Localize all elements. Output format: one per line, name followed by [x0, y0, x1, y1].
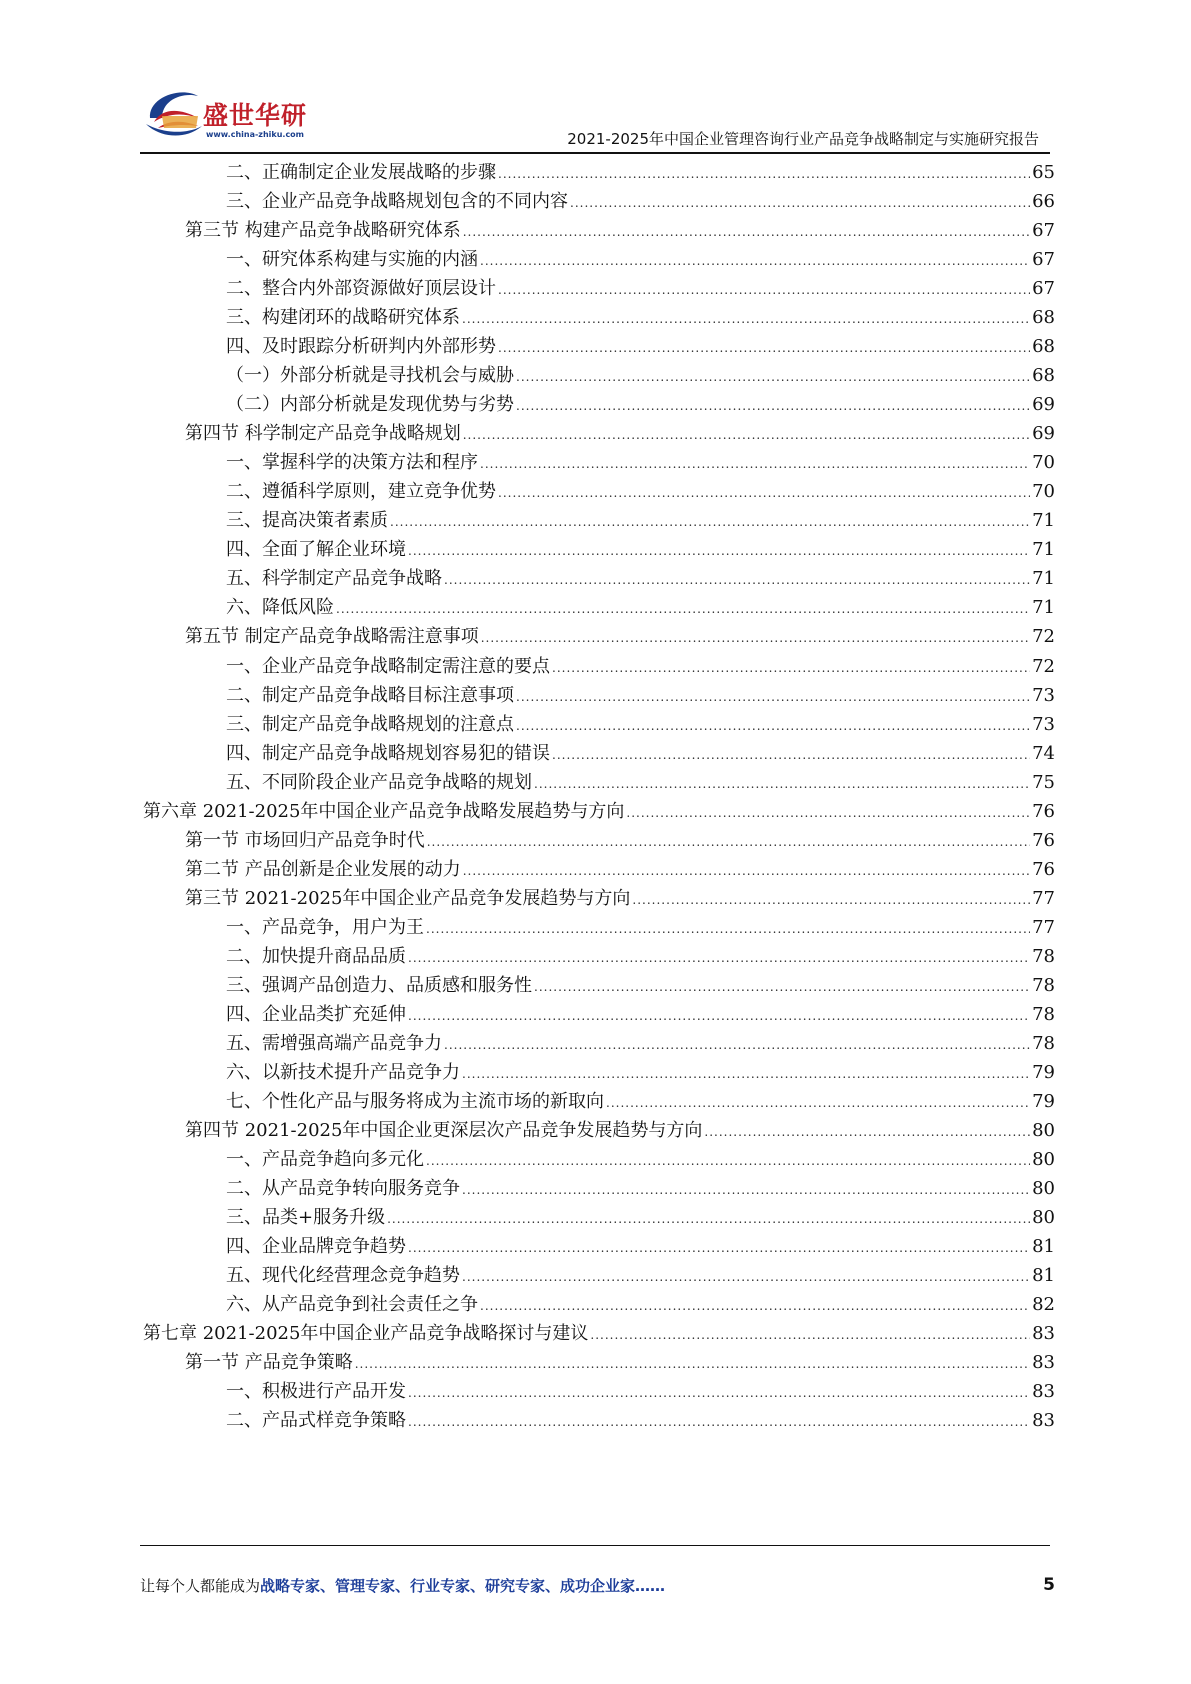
toc-entry-title: 五、不同阶段企业产品竞争战略的规划: [226, 771, 532, 793]
toc-dot-leader: [426, 1147, 1030, 1175]
logo-text: 盛世华研: [203, 101, 308, 130]
toc-dot-leader: [427, 828, 1030, 856]
toc-entry-page: 81: [1032, 1236, 1055, 1258]
toc-entry-title: （二）内部分析就是发现优势与劣势: [226, 394, 514, 416]
toc-entry-title: 一、产品竞争趋向多元化: [226, 1149, 424, 1171]
toc-dot-leader: [516, 392, 1030, 420]
toc-entry-page: 70: [1032, 452, 1055, 474]
toc-entry[interactable]: [226, 682, 1055, 710]
toc-entry-title: 第五节 制定产品竞争战略需注意事项: [185, 626, 479, 648]
toc-entry-page: 83: [1032, 1381, 1055, 1403]
toc-entry-title: 五、需增强高端产品竞争力: [226, 1032, 442, 1054]
toc-entry-title: 第七章 2021-2025年中国企业产品竞争战略探讨与建议: [143, 1323, 589, 1345]
toc-dot-leader: [336, 595, 1030, 623]
toc-entry-page: 79: [1032, 1090, 1055, 1112]
logo-url: www.china-zhiku.com: [206, 130, 305, 139]
toc-entry-title: 一、研究体系构建与实施的内涵: [226, 249, 478, 271]
toc-entry-title: 第六章 2021-2025年中国企业产品竞争战略发展趋势与方向: [143, 800, 625, 822]
toc-dot-leader: [590, 1321, 1030, 1349]
toc-entry-title: 三、品类+服务升级: [226, 1207, 386, 1229]
toc-entry-page: 79: [1032, 1061, 1055, 1083]
toc-entry-page: 78: [1032, 1032, 1055, 1054]
toc-entry-page: 70: [1032, 481, 1055, 503]
toc-entry-page: 82: [1032, 1294, 1055, 1316]
toc-dot-leader: [444, 1031, 1030, 1059]
header-divider: [140, 152, 1050, 154]
toc-dot-leader: [463, 421, 1030, 449]
toc-entry-title: 一、掌握科学的决策方法和程序: [226, 452, 478, 474]
toc-entry-page: 77: [1032, 916, 1055, 938]
toc-entry-page: 71: [1032, 510, 1055, 532]
toc-entry-page: 67: [1032, 220, 1055, 242]
toc-entry-title: 二、正确制定企业发展战略的步骤: [226, 162, 496, 183]
toc-entry-title: 二、整合内外部资源做好顶层设计: [226, 278, 496, 300]
toc-dot-leader: [552, 654, 1030, 682]
toc-entry-title: 七、个性化产品与服务将成为主流市场的新取向: [226, 1090, 604, 1112]
toc-entry-title: 二、产品式样竞争策略: [226, 1410, 406, 1432]
toc-dot-leader: [462, 305, 1030, 333]
page-number: 5: [1043, 1575, 1055, 1595]
toc-entry[interactable]: [185, 856, 1055, 884]
toc-entry-page: 83: [1032, 1323, 1055, 1345]
toc-entry[interactable]: [226, 478, 1055, 506]
toc-dot-leader: [534, 973, 1030, 1001]
toc-entry-title: 四、企业品牌竞争趋势: [226, 1236, 406, 1258]
toc-entry[interactable]: [226, 1233, 1055, 1261]
toc-entry-page: 76: [1032, 800, 1055, 822]
toc-entry-title: 四、及时跟踪分析研判内外部形势: [226, 336, 496, 358]
toc-entry[interactable]: [143, 798, 1055, 826]
toc-entry-title: 四、全面了解企业环境: [226, 539, 406, 561]
toc-entry[interactable]: [226, 159, 1055, 187]
toc-dot-leader: [516, 363, 1030, 391]
toc-dot-leader: [606, 1089, 1030, 1117]
toc-entry-title: 第三节 构建产品竞争战略研究体系: [185, 220, 461, 242]
toc-entry[interactable]: [226, 1001, 1055, 1029]
toc-dot-leader: [408, 1234, 1030, 1262]
toc-entry-page: 69: [1032, 394, 1055, 416]
toc-entry-page: 83: [1032, 1352, 1055, 1374]
toc-entry-page: 75: [1032, 771, 1055, 793]
toc-dot-leader: [426, 915, 1030, 943]
toc-dot-leader: [516, 712, 1030, 740]
toc-entry-page: 76: [1032, 829, 1055, 851]
toc-entry-page: 78: [1032, 1003, 1055, 1025]
toc-entry[interactable]: [226, 188, 1055, 216]
toc-entry[interactable]: [226, 391, 1055, 419]
toc-dot-leader: [462, 1176, 1030, 1204]
toc-dot-leader: [534, 770, 1030, 798]
toc-entry-page: 80: [1032, 1119, 1055, 1141]
report-title: 2021-2025年中国企业管理咨询行业产品竞争战略制定与实施研究报告: [567, 130, 1039, 148]
toc-entry-page: 72: [1032, 655, 1055, 677]
toc-entry-page: 69: [1032, 423, 1055, 445]
toc-entry[interactable]: [185, 420, 1055, 448]
toc-entry[interactable]: [226, 1407, 1055, 1435]
toc-entry[interactable]: [185, 623, 1055, 651]
footer-divider: [140, 1545, 1050, 1546]
toc-entry[interactable]: [226, 594, 1055, 622]
toc-entry-page: 76: [1032, 858, 1055, 880]
toc-entry-page: 67: [1032, 278, 1055, 300]
toc-entry-page: 66: [1032, 191, 1055, 213]
toc-dot-leader: [408, 944, 1030, 972]
toc-dot-leader: [552, 741, 1030, 769]
toc-entry[interactable]: [226, 565, 1055, 593]
toc-entry[interactable]: [226, 1059, 1055, 1087]
toc-dot-leader: [444, 566, 1030, 594]
toc-entry-title: 六、以新技术提升产品竞争力: [226, 1061, 460, 1083]
toc-entry[interactable]: [185, 1117, 1055, 1145]
toc-entry[interactable]: [226, 1204, 1055, 1232]
toc-entry[interactable]: [226, 711, 1055, 739]
toc-dot-leader: [408, 1002, 1030, 1030]
toc-entry[interactable]: [185, 217, 1055, 245]
toc-entry[interactable]: [185, 885, 1055, 913]
toc-entry-page: 72: [1032, 626, 1055, 648]
toc-entry-title: 二、制定产品竞争战略目标注意事项: [226, 684, 514, 706]
toc-entry-page: 68: [1032, 365, 1055, 387]
toc-entry-page: 74: [1032, 742, 1055, 764]
footer-slogan-prefix: 让每个人都能成为: [140, 1577, 261, 1595]
toc-entry[interactable]: [185, 827, 1055, 855]
toc-entry-title: 一、产品竞争，用户为王: [226, 916, 424, 938]
toc-entry[interactable]: [226, 1175, 1055, 1203]
toc-dot-leader: [480, 450, 1030, 478]
toc-entry-title: 三、企业产品竞争战略规划包含的不同内容: [226, 191, 568, 213]
toc-entry-page: 80: [1032, 1178, 1055, 1200]
toc-entry[interactable]: [226, 246, 1055, 274]
toc-dot-leader: [480, 1292, 1030, 1320]
toc-entry-title: 三、提高决策者素质: [226, 510, 388, 532]
toc-entry-title: 一、积极进行产品开发: [226, 1381, 406, 1403]
toc-entry[interactable]: [226, 1146, 1055, 1174]
toc-entry-page: 78: [1032, 945, 1055, 967]
toc-entry-page: 73: [1032, 713, 1055, 735]
toc-entry[interactable]: [226, 1262, 1055, 1290]
toc-entry-page: 68: [1032, 336, 1055, 358]
toc-dot-leader: [408, 537, 1030, 565]
toc-dot-leader: [498, 276, 1030, 304]
toc-dot-leader: [570, 189, 1030, 217]
toc-entry-title: 第四节 2021-2025年中国企业更深层次产品竞争发展趋势与方向: [185, 1119, 703, 1141]
toc-entry[interactable]: [143, 1320, 1055, 1348]
toc-entry-title: 三、制定产品竞争战略规划的注意点: [226, 713, 514, 735]
toc-entry-page: 65: [1032, 162, 1055, 183]
toc-entry-page: 80: [1032, 1207, 1055, 1229]
toc-entry-title: 三、构建闭环的战略研究体系: [226, 307, 460, 329]
page-footer: [140, 1575, 1055, 1599]
toc-entry[interactable]: [226, 1030, 1055, 1058]
toc-entry[interactable]: [226, 1291, 1055, 1319]
toc-entry-title: 二、加快提升商品品质: [226, 945, 406, 967]
toc-dot-leader: [632, 886, 1030, 914]
toc-entry-title: 四、企业品类扩充延伸: [226, 1003, 406, 1025]
toc-entry[interactable]: [185, 1349, 1055, 1377]
toc-entry[interactable]: [226, 507, 1055, 535]
toc-entry-title: 四、制定产品竞争战略规划容易犯的错误: [226, 742, 550, 764]
toc-entry[interactable]: [226, 449, 1055, 477]
toc-entry-page: 71: [1032, 539, 1055, 561]
toc-entry-page: 83: [1032, 1410, 1055, 1432]
toc-entry-page: 78: [1032, 974, 1055, 996]
toc-dot-leader: [498, 160, 1030, 188]
toc-entry-title: 五、科学制定产品竞争战略: [226, 568, 442, 590]
toc-entry[interactable]: [226, 275, 1055, 303]
toc-entry[interactable]: [226, 943, 1055, 971]
toc-entry[interactable]: [226, 304, 1055, 332]
toc-entry-page: 73: [1032, 684, 1055, 706]
toc-entry-page: 80: [1032, 1149, 1055, 1171]
toc-entry-title: 二、从产品竞争转向服务竞争: [226, 1178, 460, 1200]
footer-slogan-roles: 战略专家、管理专家、行业专家、研究专家、成功企业家……: [260, 1577, 666, 1595]
toc-entry[interactable]: [226, 653, 1055, 681]
page-header: [0, 0, 1191, 160]
toc-dot-leader: [463, 857, 1030, 885]
toc-entry-title: 第一节 市场回归产品竞争时代: [185, 829, 425, 851]
toc-entry[interactable]: [226, 536, 1055, 564]
toc-entry[interactable]: [226, 740, 1055, 768]
toc-dot-leader: [355, 1350, 1030, 1378]
toc-dot-leader: [704, 1118, 1030, 1146]
toc-entry[interactable]: [226, 333, 1055, 361]
toc-entry[interactable]: [226, 769, 1055, 797]
toc-entry[interactable]: [226, 972, 1055, 1000]
toc-entry-page: 68: [1032, 307, 1055, 329]
toc-entry[interactable]: [226, 1378, 1055, 1406]
toc-entry-title: 第三节 2021-2025年中国企业产品竞争发展趋势与方向: [185, 887, 631, 909]
toc-entry[interactable]: [226, 1088, 1055, 1116]
toc-entry-page: 77: [1032, 887, 1055, 909]
toc-entry-page: 67: [1032, 249, 1055, 271]
toc-dot-leader: [626, 799, 1030, 827]
toc-entry-page: 81: [1032, 1265, 1055, 1287]
toc-dot-leader: [462, 1060, 1030, 1088]
toc-entry[interactable]: [226, 362, 1055, 390]
toc-entry-title: 第四节 科学制定产品竞争战略规划: [185, 423, 461, 445]
toc-dot-leader: [498, 334, 1030, 362]
toc-entry-title: （一）外部分析就是寻找机会与威胁: [226, 365, 514, 387]
toc-entry-title: 三、强调产品创造力、品质感和服务性: [226, 974, 532, 996]
toc-entry-page: 71: [1032, 597, 1055, 619]
toc-entry-page: 71: [1032, 568, 1055, 590]
toc-dot-leader: [387, 1205, 1030, 1233]
toc-entry-title: 五、现代化经营理念竞争趋势: [226, 1265, 460, 1287]
toc-dot-leader: [516, 683, 1030, 711]
toc-entry-title: 一、企业产品竞争战略制定需注意的要点: [226, 655, 550, 677]
toc-dot-leader: [462, 1263, 1030, 1291]
toc-dot-leader: [408, 1408, 1030, 1436]
toc-entry-title: 第一节 产品竞争策略: [185, 1352, 353, 1374]
toc-dot-leader: [480, 247, 1030, 275]
toc-dot-leader: [390, 508, 1030, 536]
toc-dot-leader: [463, 218, 1030, 246]
toc-entry[interactable]: [226, 914, 1055, 942]
toc-dot-leader: [498, 479, 1030, 507]
toc-entry-title: 六、从产品竞争到社会责任之争: [226, 1294, 478, 1316]
toc-dot-leader: [408, 1379, 1030, 1407]
toc-entry-title: 第二节 产品创新是企业发展的动力: [185, 858, 461, 880]
toc-dot-leader: [481, 624, 1030, 652]
toc-entry-title: 六、降低风险: [226, 597, 334, 619]
toc-entry-title: 二、遵循科学原则，建立竞争优势: [226, 481, 496, 503]
